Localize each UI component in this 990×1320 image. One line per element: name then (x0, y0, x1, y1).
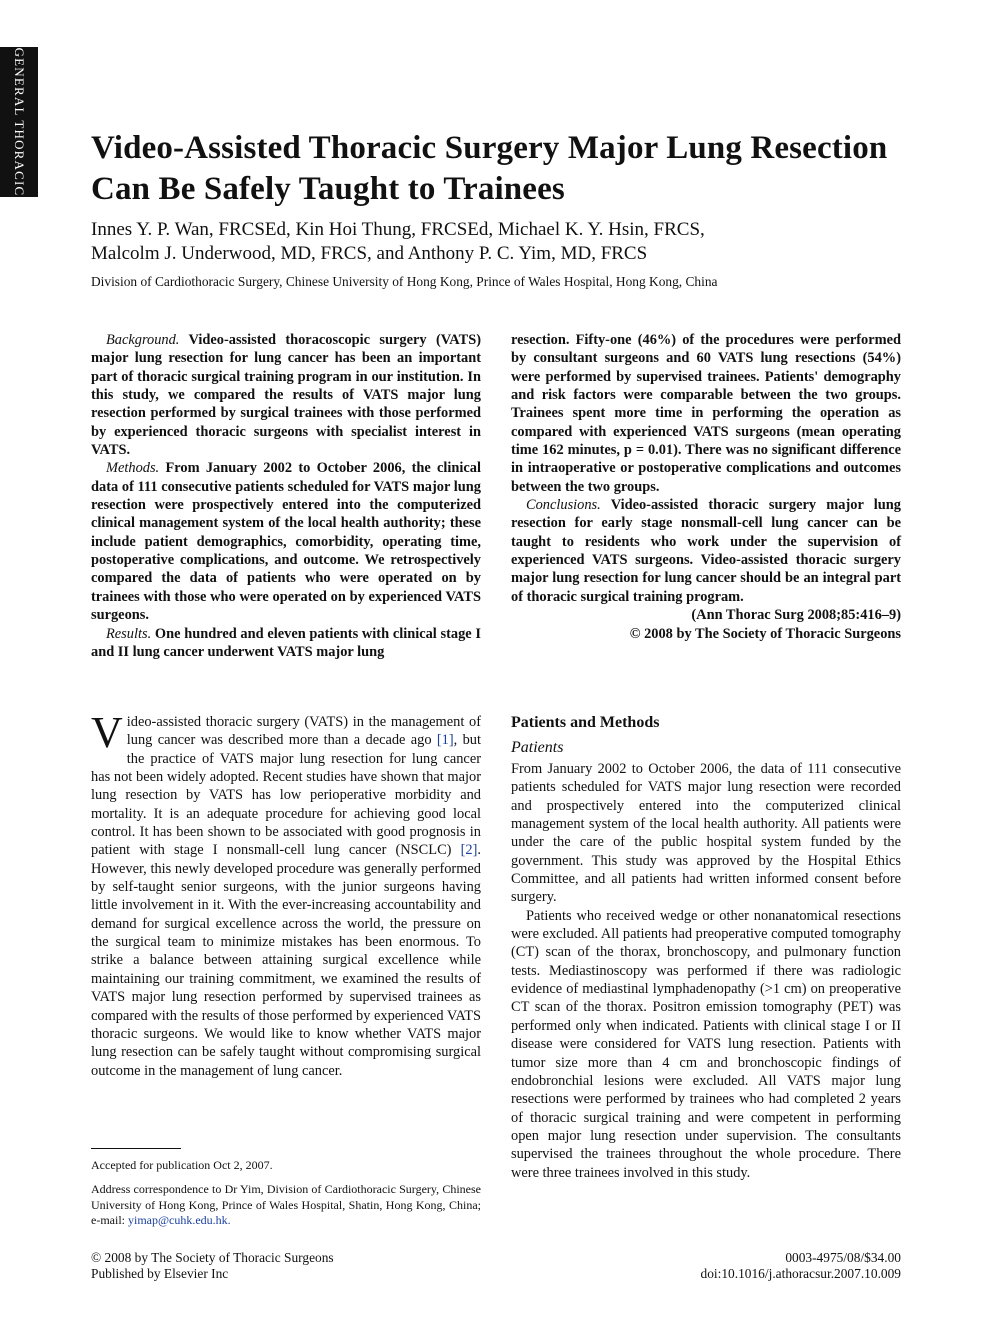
author-line-1: Innes Y. P. Wan, FRCSEd, Kin Hoi Thung, FRCSEd, Michael K. Y. Hsin, FRCS, (91, 219, 705, 240)
subsection-heading: Patients (511, 739, 564, 756)
abstract-right-column (511, 331, 901, 643)
abstract-results (91, 625, 481, 662)
email-link[interactable]: yimap@cuhk.edu.hk. (127, 1213, 231, 1228)
section-tab (0, 47, 38, 197)
publisher-name: Published by Elsevier Inc (91, 1266, 229, 1281)
correspondence-note (91, 1182, 481, 1228)
background-label: Background. (106, 332, 180, 348)
footnote-divider (91, 1148, 181, 1149)
results-text-part1: One hundred and eleven patients with clinical stage I and II lung cancer underwent VATS major lung (91, 625, 481, 660)
footnotes (91, 1158, 481, 1229)
results-label: Results. (106, 625, 152, 642)
section-heading: Patients and Methods (511, 714, 660, 731)
intro-paragraph (91, 708, 481, 1080)
abstract-left-column (91, 331, 481, 661)
drop-cap: V (91, 708, 123, 757)
affiliation: Division of Cardiothoracic Surgery, Chinese University of Hong Kong, Prince of Wales Hospital, Hong Kong, China (91, 274, 718, 289)
methods-paragraph-2: Patients who received wedge or other nonanatomical resections were excluded. All patients had preoperative computed tomography (CT) scan of the thorax, bronchoscopy, and pulmonary function tests. Mediastinoscopy was performed if there was radiologic evidence of mediastinal lymphadenopathy (>1 cm) on preoperative CT scan of the thorax. Positron emission tomography (PET) was performed only when indicated. Patients with clinical stage I or II disease were considered for VATS lung resection. Patients with tumor size more than 4 cm and bronchoscopic findings of endobronchial lesions were excluded. All VATS major lung resections were performed by trainees who had completed 2 years of thoracic surgical training and were competent in performing open major lung resection under supervision. The consultants supervised the trainees throughout the whole procedure. There were three trainees involved in this study. (511, 907, 902, 1181)
publisher-info (91, 1250, 334, 1282)
abstract-methods (91, 459, 481, 624)
article-title: Video-Assisted Thoracic Surgery Major Lung Resection Can Be Safely Taught to Trainees (91, 130, 888, 207)
conclusions-label: Conclusions. (526, 497, 601, 514)
abstract-background (91, 331, 481, 459)
doi-info (701, 1250, 901, 1282)
intro-text-b: , but the practice of VATS major lung resection for lung cancer has not been widely adopted. Recent studies have shown that major lung resection by VATS has low perioperative morbidity and mortality. It is an adequate procedure for achieving good local control. It has been shown to be associated with good prognosis in patient with stage I nonsmall-cell lung cancer (NSCLC) (91, 732, 481, 859)
abstract-conclusions (511, 496, 901, 606)
reference-link-2[interactable]: [2] (460, 842, 478, 859)
methods-text: From January 2002 to October 2006, the clinical data of 111 consecutive patients scheduled for VATS major lung resection were prospectively entered into the computerized clinical management system of the local health authority; these include patient demographics, comorbidity, operating time, postoperative complications, and outcome. We retrospectively compared the data of patients who were operated on by trainees with those who were operated on by experienced VATS surgeons. (91, 460, 481, 624)
intro-text-a: ideo-assisted thoracic surgery (VATS) in the management of lung cancer was described more than a decade ago (126, 714, 481, 749)
results-text-part2: resection. Fifty-one (46%) of the procedures were performed by consultant surgeons and 60 VATS lung resections (54%) were performed by supervised trainees. Patients' demography and risk factors were comparable between the two groups. Trainees spent more time in performing the operation as compared with experienced VATS surgeons (mean operating time 162 minutes, p = 0.01). There was no significant difference in intraoperative or postoperative complications and outcomes between the two groups. (511, 332, 901, 495)
reference-link-1[interactable]: [1] (436, 732, 454, 749)
methods-paragraph-1: From January 2002 to October 2006, the data of 111 consecutive patients scheduled for VATS major lung resection were recorded and prospectively entered into the computerized clinical management system of the local health authority. All patients were under the care of the public hospital system funded by the government. This study was approved by the Hospital Ethics Committee, and all patients had written informed consent before surgery. (511, 761, 901, 906)
background-text: Video-assisted thoracoscopic surgery (VATS) major lung resection for lung cancer has been an important part of thoracic surgical training program in our institution. In this study, we compared the results of VATS major lung resection performed by surgical trainees with those performed by experienced thoracic surgeons with specialist interest in VATS. (91, 332, 481, 459)
intro-text-c: . However, this newly developed procedure was generally performed by self-taught senior surgeons, with the junior surgeons having little involvement in it. With the ever-increasing accountability and demand for surgical excellence across the world, the pressure on the surgical team to minimize mistakes has been enormous. To strike a balance between attaining surgical excellence while maintaining our training commitment, we examined the results of VATS major lung resection performed by supervised trainees as compared with the results of those performed by experienced VATS thoracic surgeons. We would like to know whether VATS major lung resection can be safely taught without compromising surgical outcome in the management of lung cancer. (91, 842, 481, 1079)
methods-label: Methods. (106, 460, 160, 477)
conclusions-text: Video-assisted thoracic surgery major lung resection for early stage nonsmall-cell lung cancer can be taught to residents who work under the supervision of experienced VATS surgeons. Video-assisted thoracic surgery major lung resection for lung cancer should be an integral part of thoracic surgical training program. (511, 497, 901, 605)
methods-section (511, 713, 901, 1182)
abstract-copyright: © 2008 by The Society of Thoracic Surgeons (629, 625, 901, 642)
doi: doi:10.1016/j.athoracsur.2007.10.009 (700, 1266, 901, 1281)
accepted-note: Accepted for publication Oct 2, 2007. (91, 1158, 273, 1172)
publisher-copyright: © 2008 by The Society of Thoracic Surgeons (91, 1250, 334, 1265)
introduction (91, 708, 481, 1080)
issn-price: 0003-4975/08/$34.00 (785, 1250, 901, 1265)
section-tab-label: GENERAL THORACIC (12, 47, 27, 197)
correspondence-address: Address correspondence to Dr Yim, Division of Cardiothoracic Surgery, Chinese University of Hong Kong, Prince of Wales Hospital, Shatin, Hong Kong, China; e-mail: (91, 1182, 481, 1228)
author-line-2: Malcolm J. Underwood, MD, FRCS, and Anthony P. C. Yim, MD, FRCS (91, 243, 648, 264)
citation: (Ann Thorac Surg 2008;85:416–9) (691, 607, 901, 624)
author-list (91, 218, 911, 266)
